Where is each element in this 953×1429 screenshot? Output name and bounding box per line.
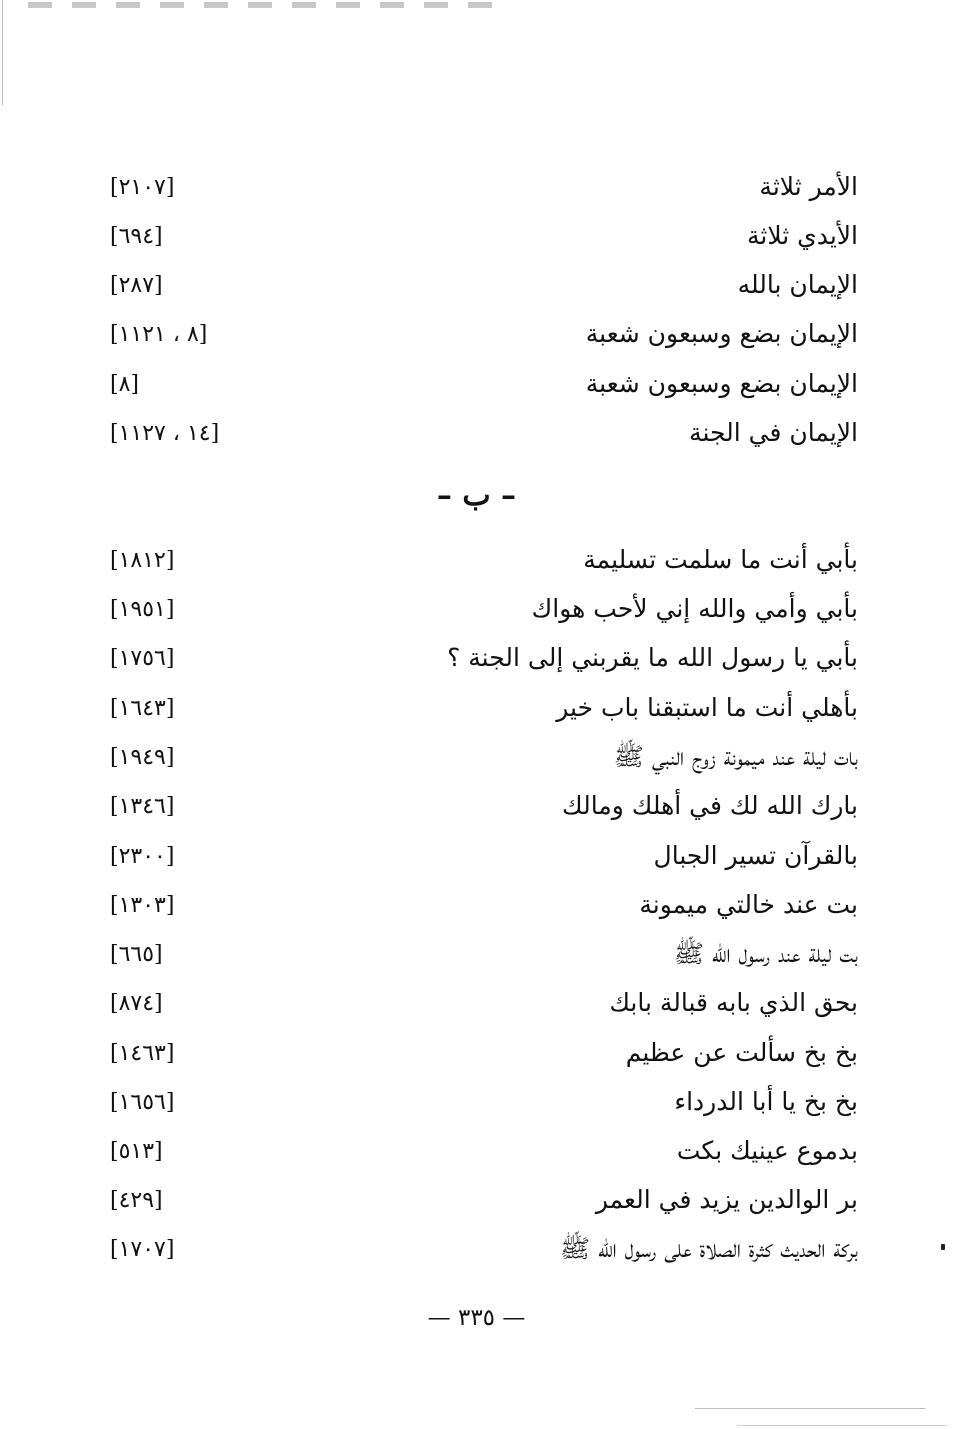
entry-text: الإيمان بضع وسبعون شعبة <box>585 319 858 348</box>
index-entry <box>100 688 858 732</box>
entry-text: بر الوالدين يزيد في العمر <box>595 1185 858 1214</box>
index-entry <box>100 885 858 929</box>
entry-reference: [١٧٠٧] <box>110 1237 175 1262</box>
index-entry <box>100 737 858 781</box>
entry-text: بأبي أنت ما سلمت تسليمة <box>583 545 858 574</box>
index-entry <box>100 983 858 1027</box>
entry-text: بالقرآن تسير الجبال <box>653 841 858 870</box>
entry-text: الإيمان في الجنة <box>689 418 858 447</box>
entry-text: بحق الذي بابه قبالة بابك <box>609 988 858 1017</box>
entry-reference: [٦٦٥] <box>110 942 163 967</box>
entry-text: بارك الله لك في أهلك ومالك <box>562 791 858 820</box>
scan-dot <box>941 1244 945 1250</box>
scan-edge-line <box>2 0 3 105</box>
entry-text: الإيمان بالله <box>737 270 858 299</box>
entry-reference: [٨ ، ١١٢١] <box>110 322 208 347</box>
entry-text: بأبي وأمي والله إني لأحب هواك <box>531 594 858 623</box>
entry-reference: [٢١٠٧] <box>110 175 175 200</box>
entry-reference: [١٤٦٣] <box>110 1041 175 1066</box>
entry-reference: [٢٨٧] <box>110 273 163 298</box>
entry-text: بخ بخ يا أبا الدرداء <box>674 1087 858 1116</box>
entry-reference: [٥١٣] <box>110 1139 163 1164</box>
index-entry <box>100 589 858 633</box>
entry-reference: [٨٧٤] <box>110 991 163 1016</box>
index-entry <box>100 364 858 408</box>
entry-reference: [١٦٥٦] <box>110 1090 175 1115</box>
entry-text: بات ليلة عند ميمونة زوج النبي ﷺ <box>613 742 858 771</box>
entry-text: بركة الحديث كثرة الصلاة على رسول الله ﷺ <box>559 1234 858 1263</box>
index-entry <box>100 786 858 830</box>
entry-reference: [١٨١٢] <box>110 548 175 573</box>
entry-reference: [١٣٤٦] <box>110 794 175 819</box>
index-entry <box>100 1082 858 1126</box>
entry-text: الأمر ثلاثة <box>759 172 858 201</box>
entry-text: بخ بخ سألت عن عظيم <box>625 1038 858 1067</box>
entry-reference: [١٣٠٣] <box>110 893 175 918</box>
entry-reference: [٨] <box>110 372 140 397</box>
entry-reference: [١٩٥١] <box>110 597 175 622</box>
index-entry <box>100 1229 858 1273</box>
entry-text: الأيدي ثلاثة <box>746 221 858 250</box>
page-number: — ٣٣٥ — <box>427 1305 526 1331</box>
index-entry <box>100 413 858 457</box>
entry-text: بت عند خالتي ميمونة <box>639 890 858 919</box>
index-entry <box>100 1180 858 1224</box>
index-entry <box>100 314 858 358</box>
entry-text: الإيمان بضع وسبعون شعبة <box>585 369 858 398</box>
index-entry <box>100 265 858 309</box>
index-entry <box>100 934 858 978</box>
entry-text: بت ليلة عند رسول الله ﷺ <box>673 939 858 968</box>
scan-edge-line <box>695 1408 925 1409</box>
index-entry <box>100 1033 858 1077</box>
index-entry <box>100 638 858 682</box>
entry-reference: [٦٩٤] <box>110 224 163 249</box>
scan-edge-line <box>737 1425 947 1426</box>
entry-text: بأبي يا رسول الله ما يقربني إلى الجنة ؟ <box>447 643 858 672</box>
index-entry <box>100 836 858 880</box>
entry-text: بدموع عينيك بكت <box>676 1136 858 1165</box>
index-entry <box>100 167 858 211</box>
entry-reference: [١٧٥٦] <box>110 646 175 671</box>
entry-reference: [١٩٤٩] <box>110 745 175 770</box>
entry-reference: [٢٣٠٠] <box>110 844 175 869</box>
index-entry <box>100 216 858 260</box>
index-entry <box>100 1131 858 1175</box>
index-entry <box>100 540 858 584</box>
entry-reference: [١٤ ، ١١٢٧] <box>110 421 220 446</box>
scan-dash-marks <box>28 2 498 8</box>
section-letter-heading: – ب – <box>436 478 517 513</box>
entry-reference: [٤٢٩] <box>110 1188 163 1213</box>
entry-text: بأهلي أنت ما استبقنا باب خير <box>556 693 858 722</box>
entry-reference: [١٦٤٣] <box>110 696 175 721</box>
